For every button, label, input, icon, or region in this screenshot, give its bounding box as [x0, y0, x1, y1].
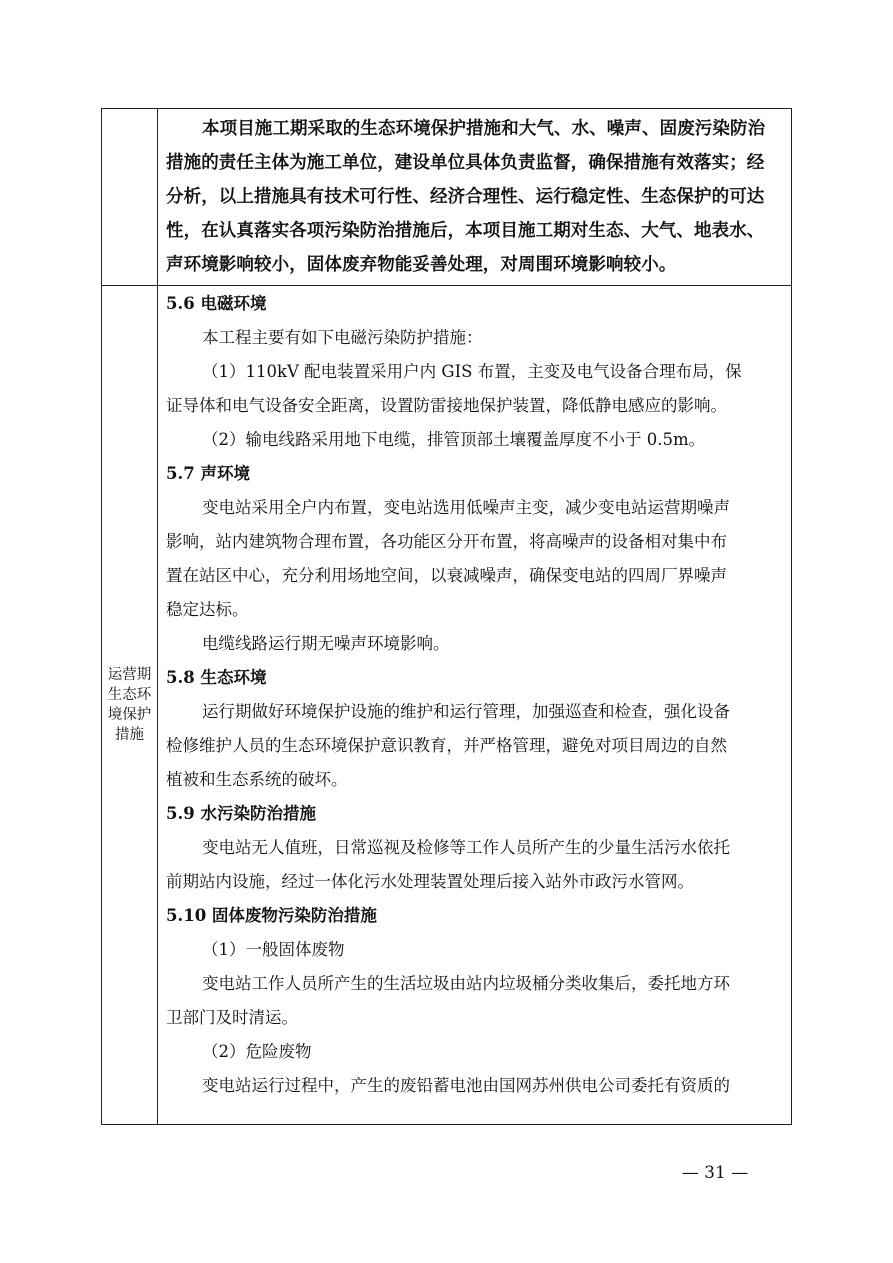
- row-label-line: 措施: [115, 727, 144, 743]
- body-line: 置在站区中心，充分利用场地空间，以衰减噪声，确保变电站的四周厂界噪声: [166, 566, 727, 585]
- body-line: 运行期做好环境保护设施的维护和运行管理，加强巡查和检查，强化设备: [202, 702, 730, 721]
- summary-line: 性，在认真落实各项污染防治措施后，本项目施工期对生态、大气、地表水、: [166, 221, 765, 241]
- section-heading: 5.9 水污染防治措施: [166, 804, 316, 823]
- summary-line: 措施的责任主体为施工单位，建设单位具体负责监督，确保措施有效落实；经: [166, 153, 765, 173]
- section-heading: 5.7 声环境: [166, 464, 250, 483]
- operation-measures-cell: [166, 287, 788, 1103]
- summary-line: 声环境影响较小，固体废弃物能妥善处理，对周围环境影响较小。: [166, 255, 677, 275]
- row-label-line: 生态环: [107, 687, 152, 703]
- page-number: — 31 —: [681, 1163, 749, 1183]
- row-label-line: 境保护: [107, 707, 152, 723]
- section-heading: 5.10 固体废物污染防治措施: [166, 906, 377, 925]
- measures-table: [101, 108, 792, 1125]
- row-label-line: 运营期: [107, 667, 152, 683]
- row-divider: [102, 285, 791, 286]
- body-line: 植被和生态系统的破坏。: [166, 770, 348, 789]
- section-heading: 5.8 生态环境: [166, 668, 267, 687]
- body-line: （1）一般固体废物: [202, 940, 345, 959]
- body-line: 卫部门及时清运。: [166, 1008, 298, 1027]
- body-line: 变电站采用全户内布置，变电站选用低噪声主变，减少变电站运营期噪声: [202, 498, 730, 517]
- body-line: 变电站工作人员所产生的生活垃圾由站内垃圾桶分类收集后，委托地方环: [202, 974, 730, 993]
- body-line: 前期站内设施，经过一体化污水处理装置处理后接入站外市政污水管网。: [166, 872, 694, 891]
- body-line: （2）危险废物: [202, 1042, 312, 1061]
- body-line: （1）110kV 配电装置采用户内 GIS 布置，主变及电气设备合理布局，保: [202, 362, 742, 381]
- column-divider: [157, 109, 158, 1124]
- body-line: 变电站无人值班，日常巡视及检修等工作人员所产生的少量生活污水依托: [202, 838, 730, 857]
- body-line: 证导体和电气设备安全距离，设置防雷接地保护装置，降低静电感应的影响。: [166, 396, 727, 415]
- construction-summary-cell: [166, 112, 788, 282]
- body-line: 影响，站内建筑物合理布置，各功能区分开布置，将高噪声的设备相对集中布: [166, 532, 727, 551]
- row-label: [102, 665, 157, 745]
- body-line: 变电站运行过程中，产生的废铅蓄电池由国网苏州供电公司委托有资质的: [202, 1076, 730, 1095]
- section-heading: 5.6 电磁环境: [166, 294, 267, 313]
- summary-line: 分析，以上措施具有技术可行性、经济合理性、运行稳定性、生态保护的可达: [166, 187, 765, 207]
- body-line: 本工程主要有如下电磁污染防护措施：: [202, 328, 483, 347]
- body-line: 电缆线路运行期无噪声环境影响。: [202, 634, 450, 653]
- body-line: 稳定达标。: [166, 600, 249, 619]
- body-line: （2）输电线路采用地下电缆，排管顶部土壤覆盖厚度不小于 0.5m。: [202, 430, 706, 449]
- summary-line: 本项目施工期采取的生态环境保护措施和大气、水、噪声、固废污染防治: [202, 119, 766, 139]
- body-line: 检修维护人员的生态环境保护意识教育，并严格管理，避免对项目周边的自然: [166, 736, 727, 755]
